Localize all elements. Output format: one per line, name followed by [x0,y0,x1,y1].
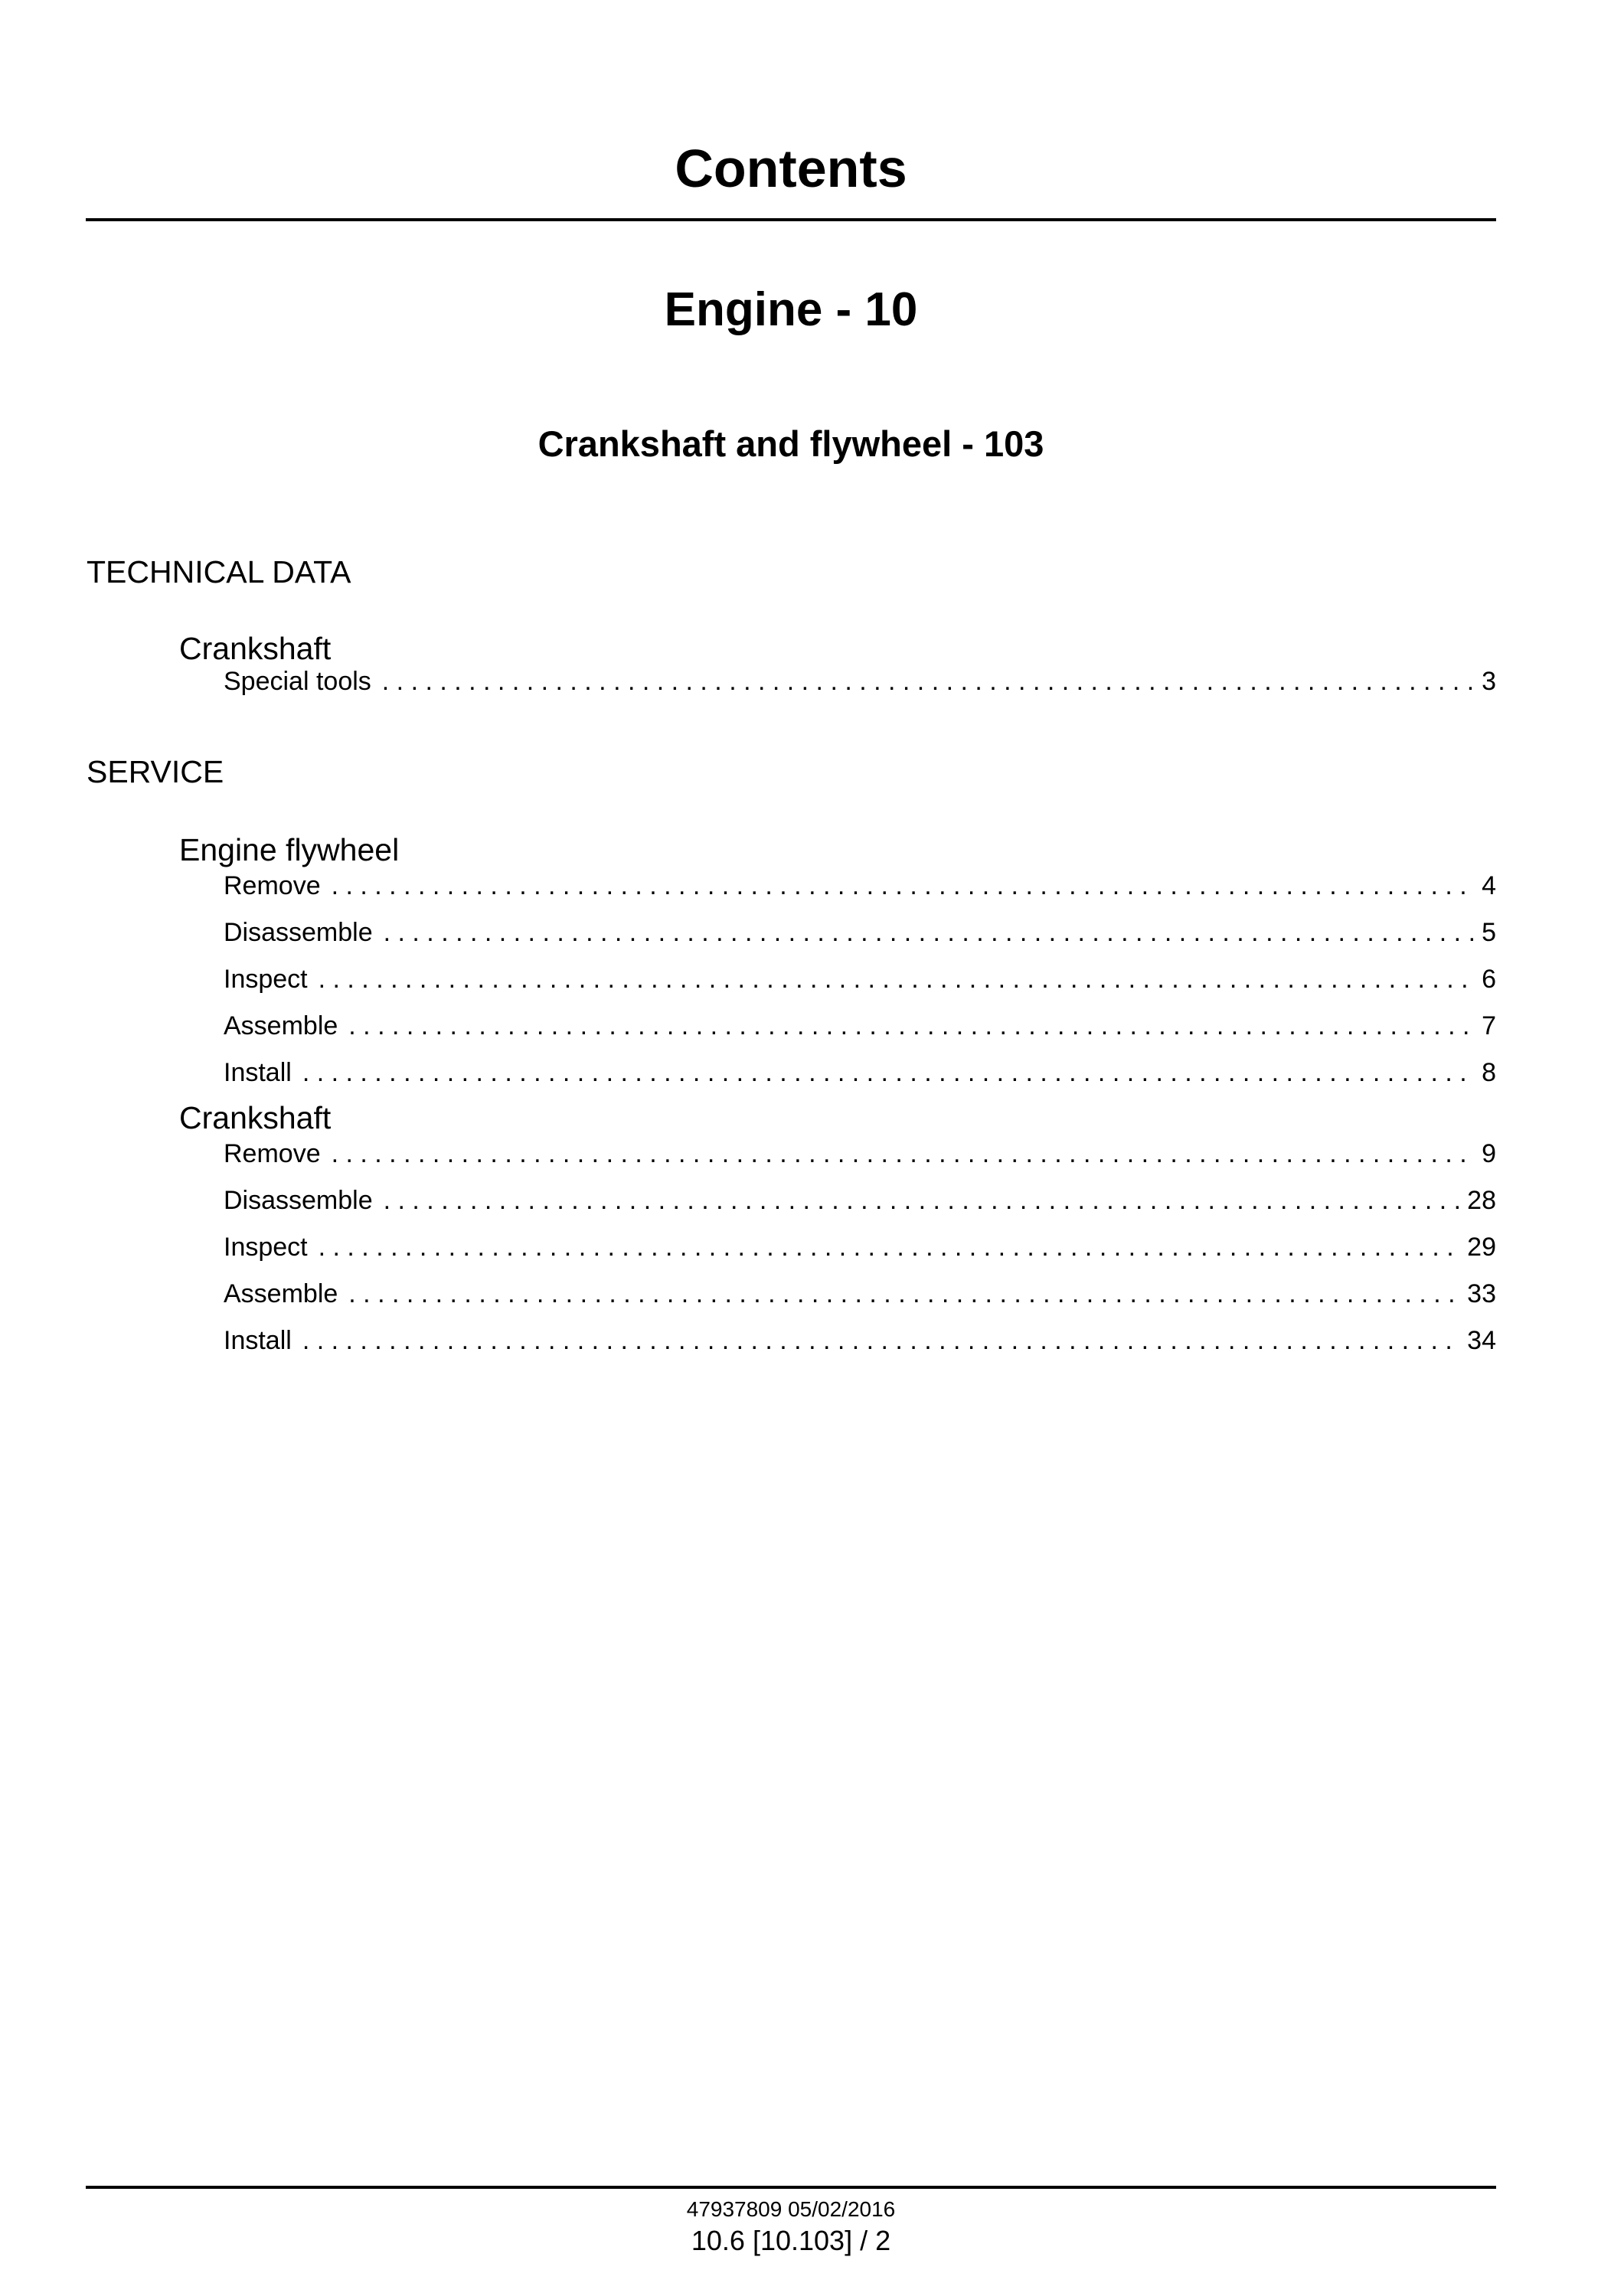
toc-entry-page: 28 [1467,1186,1496,1215]
toc-entry-label: Install [224,1058,292,1087]
toc-entry-label: Inspect [224,965,308,994]
toc-entry-label: Disassemble [224,1186,373,1215]
dot-leader [332,1137,1474,1171]
toc-entry-label: Special tools [224,667,371,696]
toc-entry[interactable] [224,1056,1496,1089]
header-divider [86,218,1496,221]
toc-entry[interactable] [224,1230,1496,1264]
chapter-title: Engine - 10 [664,283,918,336]
category-technical-data: TECHNICAL DATA [87,554,351,590]
toc-entry[interactable] [224,1184,1496,1217]
toc-entry-label: Disassemble [224,918,373,947]
dot-leader [332,869,1474,903]
dot-leader [348,1009,1474,1043]
footer-document-ref: 47937809 05/02/2016 [686,2197,896,2221]
toc-entry[interactable] [224,1324,1496,1357]
toc-entry-label: Inspect [224,1233,308,1262]
footer-divider [86,2186,1496,2189]
toc-entry-page: 29 [1467,1233,1496,1262]
toc-entry-label: Assemble [224,1011,338,1040]
toc-entry[interactable] [224,869,1496,903]
dot-leader [384,1184,1460,1217]
dot-leader [319,1230,1460,1264]
toc-entry[interactable] [224,962,1496,996]
toc-entry[interactable] [224,665,1496,698]
toc-entry-page: 9 [1482,1139,1496,1168]
toc-entry-page: 33 [1467,1279,1496,1308]
toc-entry-label: Remove [224,1139,321,1168]
section-title: Crankshaft and flywheel - 103 [538,423,1044,464]
toc-entry-label: Install [224,1326,292,1355]
dot-leader [302,1324,1459,1357]
toc-entry-page: 5 [1482,918,1496,947]
toc-entry-page: 4 [1482,871,1496,900]
toc-entry[interactable] [224,916,1496,949]
dot-leader [384,916,1474,949]
toc-entry[interactable] [224,1277,1496,1311]
toc-entry[interactable] [224,1137,1496,1171]
toc-entry-label: Remove [224,871,321,900]
toc-entry-label: Assemble [224,1279,338,1308]
toc-entry-page: 7 [1482,1011,1496,1040]
dot-leader [348,1277,1459,1311]
dot-leader [319,962,1474,996]
dot-leader [382,665,1474,698]
group-engine-flywheel: Engine flywheel [179,832,400,867]
toc-entry-page: 3 [1482,667,1496,696]
page-title: Contents [675,139,907,198]
toc-entry-page: 8 [1482,1058,1496,1087]
toc-entry-page: 6 [1482,965,1496,994]
toc-entry-page: 34 [1467,1326,1496,1355]
dot-leader [302,1056,1474,1089]
footer-page-ref: 10.6 [10.103] / 2 [691,2225,891,2256]
group-crankshaft-technical: Crankshaft [179,631,332,666]
category-service: SERVICE [87,754,224,789]
group-crankshaft-service: Crankshaft [179,1100,332,1135]
toc-entry[interactable] [224,1009,1496,1043]
